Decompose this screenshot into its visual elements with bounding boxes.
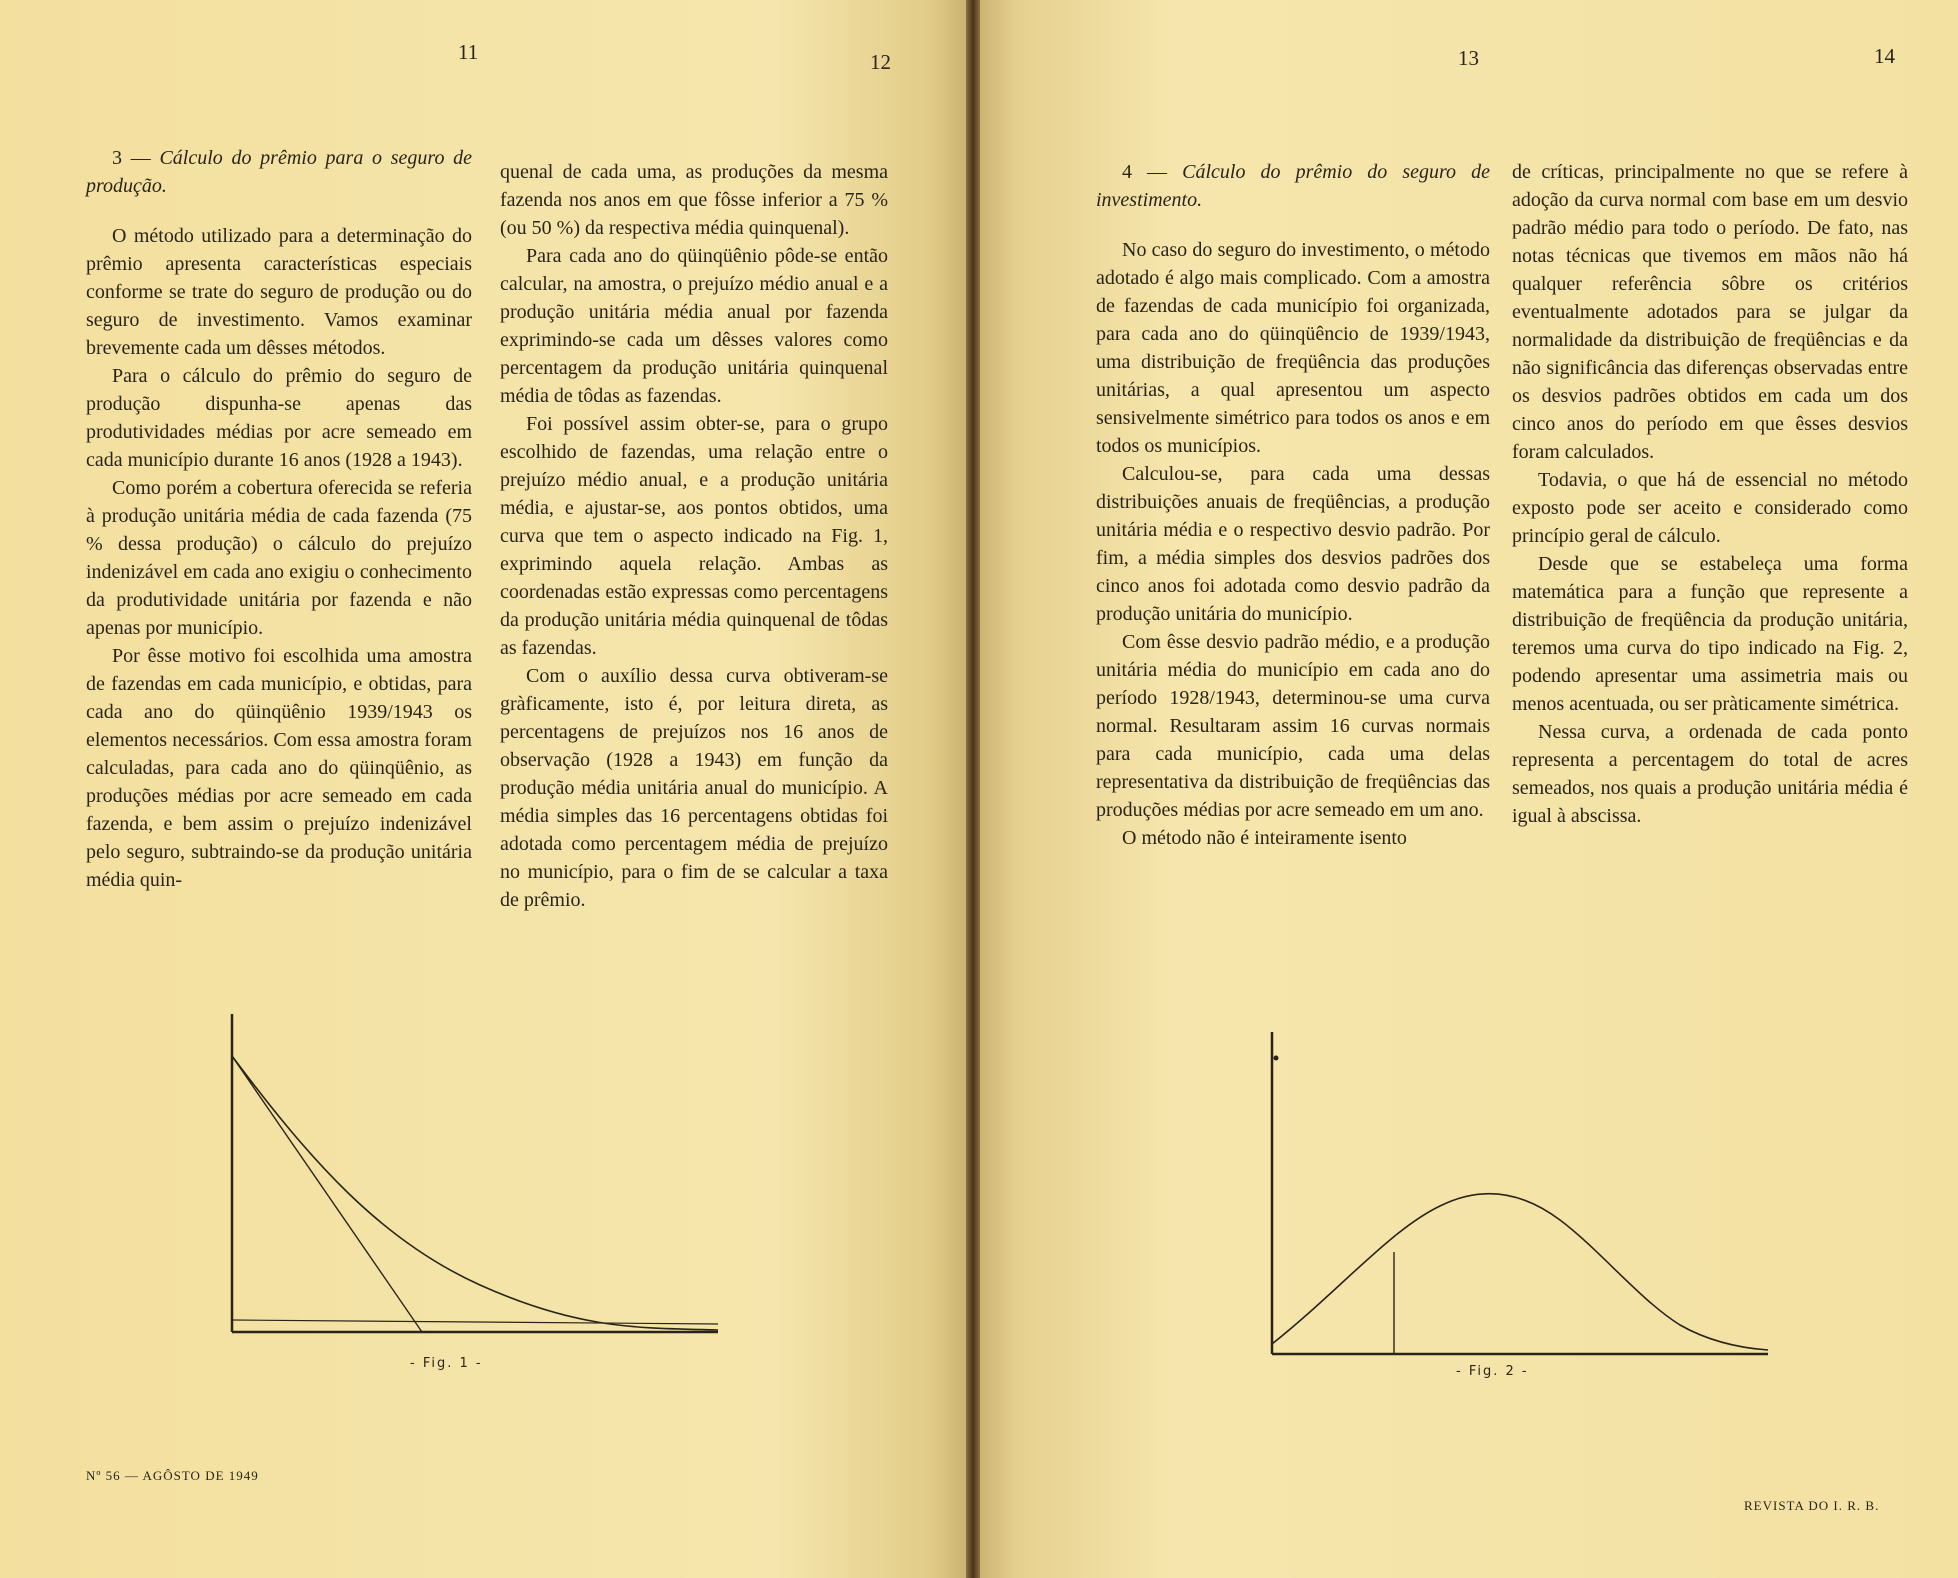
book-gutter	[966, 0, 980, 1578]
paragraph: No caso do seguro do investimento, o método adotado é algo mais complicado. Com a amostra de fazendas de cada município foi organizada, para cada ano do qüinqüêncio de 1939/1943, uma distribuição de freqüência das produções unitárias, a qual apresentou um aspecto sensivelmente simétrico para todos os anos e em todos os municípios.	[1096, 239, 1490, 457]
column-2	[500, 158, 888, 914]
page-number-14: 14	[1874, 44, 1895, 68]
fig2-bell-curve	[1272, 1194, 1768, 1350]
paragraph: Por êsse motivo foi escolhida uma amostra de fazendas em cada município, e obtidas, para cada ano do qüinqüênio 1939/1943 os elementos necessários. Com essa amostra foram calculadas, para cada ano do qüinqüênio, as produções médias por acre semeado em cada fazenda, e bem assim o prejuízo indenizável pelo seguro, subtraindo-se da produção unitária média quin-	[86, 645, 472, 891]
heading-text: Cálculo do prêmio do seguro de investimento.	[1096, 161, 1490, 211]
paragraph: Nessa curva, a ordenada de cada ponto representa a percentagem do total de acres semeados, nos quais a produção unitária média é igual à abscissa.	[1512, 721, 1908, 827]
section-heading-4	[1096, 158, 1490, 214]
paragraph: Calculou-se, para cada uma dessas distribuições anuais de freqüências, a produção unitária média e o respectivo desvio padrão. Por fim, a média simples dos desvios padrões dos cinco anos foi adotada como desvio padrão da produção unitária do município.	[1096, 463, 1490, 625]
page-number-11: 11	[458, 40, 479, 64]
heading-number: 4 —	[1122, 161, 1168, 183]
paragraph: Com êsse desvio padrão médio, e a produção unitária média do município em cada ano do período 1928/1943, determinou-se uma curva normal. Resultaram assim 16 curvas normais para cada município, cada uma delas representativa da distribuição de freqüências das produções médias por acre semeado em um ano.	[1096, 631, 1490, 821]
page-number-13: 13	[1458, 46, 1479, 70]
paragraph: Desde que se estabeleça uma forma matemática para a função que represente a distribuição de freqüência da produção unitária, teremos uma curva do tipo indicado na Fig. 2, podendo apresentar uma assimetria mais ou menos acentuada, ou ser pràticamente simétrica.	[1512, 553, 1908, 715]
paragraph: quenal de cada uma, as produções da mesma fazenda nos anos em que fôsse inferior a 75 % (ou 50 %) da respectiva média quinquenal).	[500, 161, 888, 239]
figure-1-caption: - Fig. 1 -	[410, 1356, 483, 1371]
paragraph: Como porém a cobertura oferecida se referia à produção unitária média de cada fazenda (75 % dessa produção) o cálculo do prejuízo indenizável em cada ano exigiu o conhecimento da produtividade unitária por fazenda e não apenas por município.	[86, 477, 472, 639]
section-heading-3	[86, 144, 472, 200]
footer-journal: REVISTA DO I. R. B.	[1744, 1498, 1880, 1513]
fig2-axis-dot	[1274, 1056, 1279, 1061]
page-number-12: 12	[870, 50, 891, 74]
fig1-horizontal-reference	[232, 1320, 718, 1324]
figure-2-caption: - Fig. 2 -	[1456, 1364, 1529, 1379]
fig1-curve	[232, 1056, 718, 1330]
column-4	[1512, 158, 1908, 830]
figure-1	[220, 1010, 730, 1350]
paragraph: Foi possível assim obter-se, para o grupo escolhido de fazendas, uma relação entre o prejuízo médio anual, e a produção unitária média, e ajustar-se, aos pontos obtidos, uma curva que tem o aspecto indicado na Fig. 1, exprimindo aquela relação. Ambas as coordenadas estão expressas como percentagens da produção unitária média quinquenal de tôdas as fazendas.	[500, 413, 888, 659]
footer-issue: Nº 56 — AGÔSTO DE 1949	[86, 1468, 259, 1483]
column-3	[1096, 158, 1490, 852]
paragraph: Com o auxílio dessa curva obtiveram-se gràficamente, isto é, por leitura direta, as percentagens de prejuízos nos 16 anos de observação (1928 a 1943) em função da produção média unitária anual do município. A média simples das 16 percentagens obtidas foi adotada como percentagem média de prejuízo no município, para o fim de se calcular a taxa de prêmio.	[500, 665, 888, 911]
column-1	[86, 144, 472, 894]
paragraph: Para o cálculo do prêmio do seguro de produção dispunha-se apenas das produtividades médias por acre semeado em cada município durante 16 anos (1928 a 1943).	[86, 365, 472, 471]
figure-2	[1260, 1030, 1780, 1360]
paragraph: O método não é inteiramente isento	[1122, 827, 1407, 849]
fig1-tangent-line	[232, 1056, 422, 1332]
paragraph: Para cada ano do qüinqüênio pôde-se então calcular, na amostra, o prejuízo médio anual e a produção unitária média anual por fazenda exprimindo-se cada um dêsses valores como percentagem da produção unitária quinquenal média de tôdas as fazendas.	[500, 245, 888, 407]
paragraph: Todavia, o que há de essencial no método exposto pode ser aceito e considerado como princípio geral de cálculo.	[1512, 469, 1908, 547]
paragraph: de críticas, principalmente no que se refere à adoção da curva normal com base em um desvio padrão médio para todo o período. De fato, nas notas técnicas que tivemos em mãos não há qualquer referência sôbre os critérios eventualmente adotados para se julgar da normalidade da distribuição de freqüências e da não significância das diferenças observadas entre os desvios padrões obtidos em cada um dos cinco anos do período em que êsses desvios foram calculados.	[1512, 161, 1908, 463]
paragraph: O método utilizado para a determinação do prêmio apresenta características especiais conforme se trate do seguro de produção ou do seguro de investimento. Vamos examinar brevemente cada um dêsses métodos.	[86, 225, 472, 359]
heading-number: 3 —	[112, 147, 151, 169]
heading-text: Cálculo do prêmio para o seguro de produção.	[86, 147, 473, 197]
